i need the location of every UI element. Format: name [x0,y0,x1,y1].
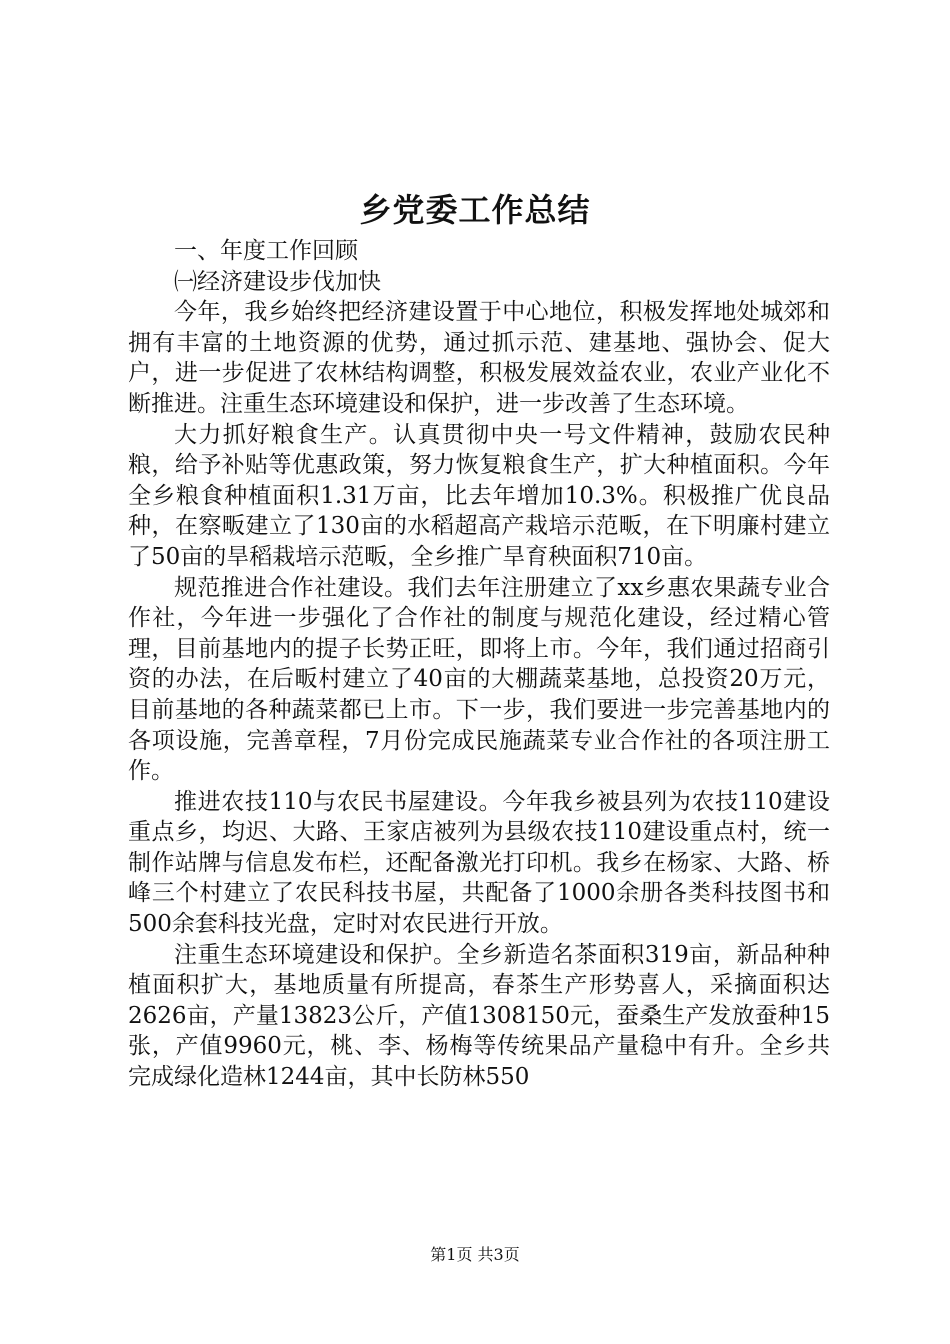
section-heading: 一、年度工作回顾 [174,238,358,264]
document-title: 乡党委工作总结 [359,191,591,229]
document-body [128,236,830,1093]
paragraph: 注重生态环境建设和保护。全乡新造名茶面积319亩，新品种种植面积扩大，基地质量有所提高，春茶生产形势喜人，采摘面积达2626亩，产量13823公斤，产值1308150元，蚕桑生产发放蚕种15张，产值9960元，桃、李、杨梅等传统果品产量稳中有升。全乡共完成绿化造林1244亩，其中长防林550 [128,941,830,1091]
paragraph: 推进农技110与农民书屋建设。今年我乡被县列为农技110建设重点乡，均迟、大路、王家店被列为县级农技110建设重点村，统一制作站牌与信息发布栏，还配备激光打印机。我乡在杨家、大路、桥峰三个村建立了农民科技书屋，共配备了1000余册各类科技图书和500余套科技光盘，定时对农民进行开放。 [128,788,830,938]
subsection-heading: ㈠经济建设步伐加快 [174,268,381,295]
paragraph: 大力抓好粮食生产。认真贯彻中央一号文件精神，鼓励农民种粮，给予补贴等优惠政策，努力恢复粮食生产，扩大种植面积。今年全乡粮食种植面积1.31万亩，比去年增加10.3%。积极推广优良品种，在察畈建立了130亩的水稻超高产栽培示范畈，在下明廉村建立了50亩的旱稻栽培示范畈，全乡推广旱育秧面积710亩。 [128,421,830,570]
page-footer: 第1页 共3页 [430,1245,520,1264]
paragraph: 今年，我乡始终把经济建设置于中心地位，积极发挥地处城郊和拥有丰富的土地资源的优势，通过抓示范、建基地、强协会、促大户，进一步促进了农林结构调整，积极发展效益农业，农业产业化不断推进。注重生态环境建设和保护，进一步改善了生态环境。 [128,299,830,417]
paragraph: 规范推进合作社建设。我们去年注册建立了xx乡惠农果蔬专业合作社，今年进一步强化了合作社的制度与规范化建设，经过精心管理，目前基地内的提子长势正旺，即将上市。今年，我们通过招商引资的办法，在后畈村建立了40亩的大棚蔬菜基地，总投资20万元，目前基地的各种蔬菜都已上市。下一步，我们要进一步完善基地内的各项设施，完善章程，7月份完成民施蔬菜专业合作社的各项注册工作。 [128,574,830,785]
